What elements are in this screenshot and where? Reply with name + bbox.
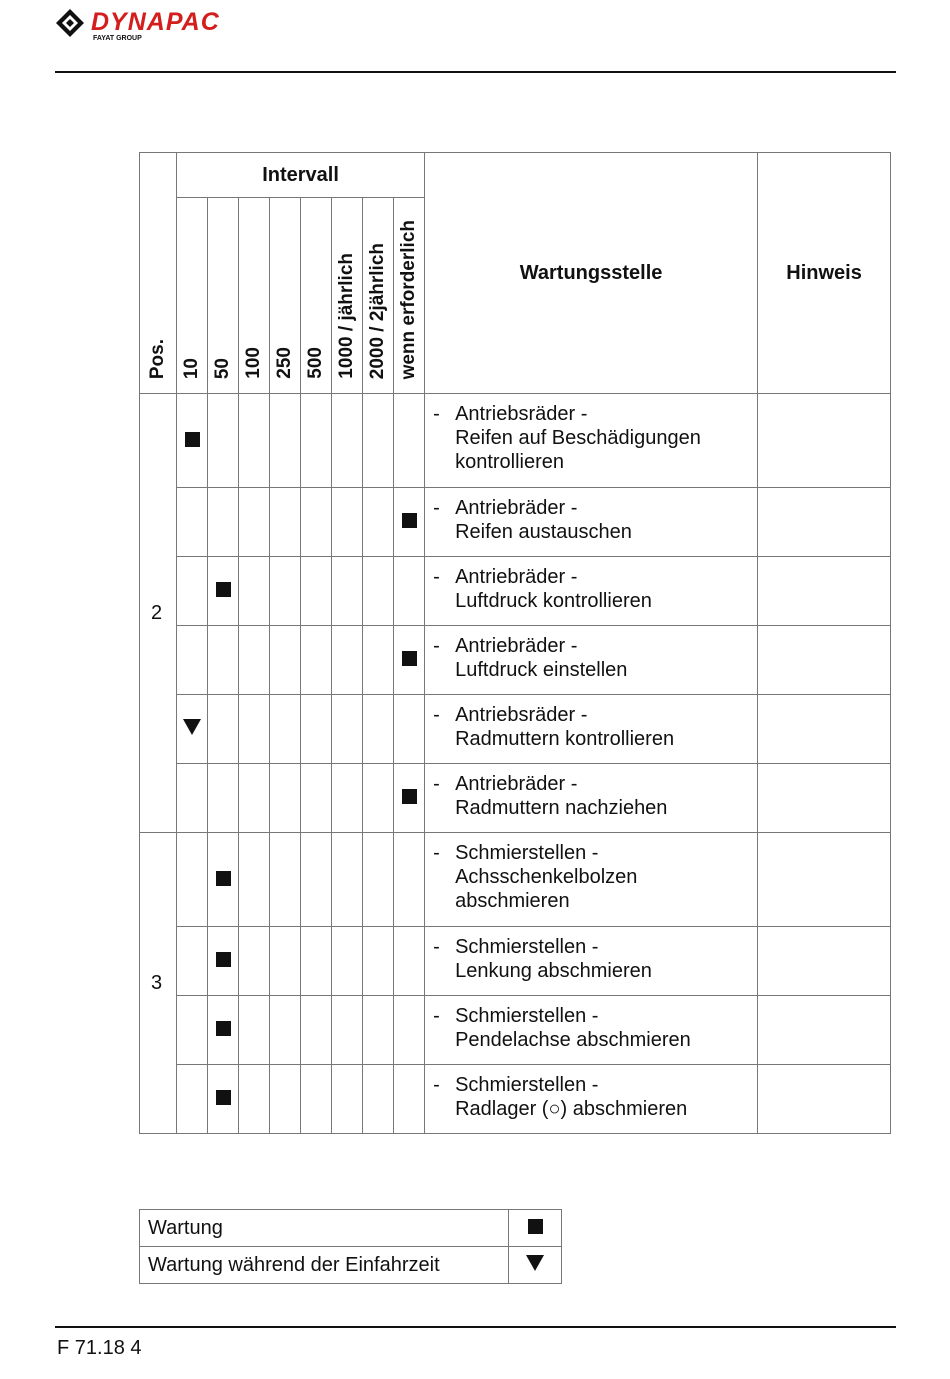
brand-name: DYNAPAC <box>91 8 220 36</box>
task-line <box>433 520 749 544</box>
task-dash: - <box>433 936 440 958</box>
task-dash: - <box>433 566 440 588</box>
legend-label: Wartung während der Einfahrzeit <box>140 1247 509 1284</box>
interval-cell <box>208 1065 239 1134</box>
task-line <box>433 589 749 613</box>
interval-cell <box>363 1065 394 1134</box>
interval-cell <box>394 394 425 488</box>
interval-label: 1000 / jährlich <box>336 253 357 379</box>
square-icon <box>216 1090 231 1105</box>
task-line <box>433 1004 749 1028</box>
interval-cell <box>332 833 363 927</box>
task-text: Schmierstellen - <box>455 936 599 958</box>
interval-label: 250 <box>274 347 295 379</box>
pos-cell: 2 <box>140 394 177 833</box>
interval-cell <box>332 488 363 557</box>
interval-cell <box>177 394 208 488</box>
task-cell <box>425 557 758 626</box>
interval-header-cell <box>301 198 332 394</box>
interval-cell <box>301 488 332 557</box>
interval-cell <box>177 488 208 557</box>
interval-label: 10 <box>181 357 202 379</box>
square-icon <box>402 513 417 528</box>
interval-cell <box>394 1065 425 1134</box>
task-cell <box>425 1065 758 1134</box>
interval-group-header: Intervall <box>177 153 425 198</box>
square-icon <box>402 651 417 666</box>
interval-cell <box>301 626 332 695</box>
note-cell <box>758 764 891 833</box>
interval-cell <box>394 695 425 764</box>
interval-cell <box>301 1065 332 1134</box>
note-cell <box>758 557 891 626</box>
table-row <box>140 626 891 695</box>
interval-cell <box>239 488 270 557</box>
interval-cell <box>239 833 270 927</box>
square-icon <box>528 1219 543 1234</box>
task-text: Luftdruck einstellen <box>455 659 628 681</box>
interval-cell <box>301 833 332 927</box>
interval-cell <box>363 695 394 764</box>
note-cell <box>758 927 891 996</box>
header-rule <box>55 71 896 73</box>
task-line <box>433 402 749 426</box>
table-row <box>140 764 891 833</box>
task-line <box>433 889 749 913</box>
interval-cell <box>208 927 239 996</box>
task-line <box>433 865 749 889</box>
task-line <box>433 1097 749 1121</box>
interval-cell <box>239 557 270 626</box>
task-text: Antriebsräder - <box>455 704 588 726</box>
interval-cell <box>177 557 208 626</box>
task-dash: - <box>433 704 440 726</box>
interval-cell <box>270 488 301 557</box>
interval-cell <box>301 927 332 996</box>
note-cell <box>758 996 891 1065</box>
task-text: Schmierstellen - <box>455 1005 599 1027</box>
task-line <box>433 658 749 682</box>
table-row <box>140 833 891 927</box>
footer-rule <box>55 1326 896 1328</box>
task-text: Reifen auf Beschädigungen <box>455 427 701 449</box>
note-cell <box>758 695 891 764</box>
task-dash: - <box>433 403 440 425</box>
interval-header-cell <box>270 198 301 394</box>
pos-header-cell <box>140 153 177 394</box>
interval-cell <box>363 996 394 1065</box>
interval-cell <box>394 557 425 626</box>
task-cell <box>425 996 758 1065</box>
interval-cell <box>239 996 270 1065</box>
interval-cell <box>363 394 394 488</box>
task-line <box>433 450 749 474</box>
interval-cell <box>332 764 363 833</box>
task-text: Antriebsräder - <box>455 403 588 425</box>
interval-cell <box>208 695 239 764</box>
interval-cell <box>208 764 239 833</box>
interval-cell <box>332 557 363 626</box>
interval-cell <box>363 488 394 557</box>
table-row <box>140 996 891 1065</box>
interval-cell <box>270 996 301 1065</box>
task-text: Radmuttern nachziehen <box>455 797 668 819</box>
interval-cell <box>363 833 394 927</box>
legend-symbol <box>509 1210 562 1247</box>
interval-header-cell <box>177 198 208 394</box>
pos-cell: 3 <box>140 833 177 1134</box>
task-line <box>433 796 749 820</box>
task-text: Lenkung abschmieren <box>455 960 652 982</box>
interval-cell <box>332 626 363 695</box>
note-cell <box>758 488 891 557</box>
interval-cell <box>239 626 270 695</box>
task-cell <box>425 626 758 695</box>
interval-cell <box>270 557 301 626</box>
task-text: Schmierstellen - <box>455 1074 599 1096</box>
legend-label: Wartung <box>140 1210 509 1247</box>
interval-cell <box>177 626 208 695</box>
task-line <box>433 496 749 520</box>
interval-cell <box>208 557 239 626</box>
maintenance-table <box>139 152 891 1134</box>
interval-cell <box>208 394 239 488</box>
interval-cell <box>270 394 301 488</box>
interval-header-cell <box>208 198 239 394</box>
interval-cell <box>177 833 208 927</box>
task-text: abschmieren <box>455 890 570 912</box>
task-line <box>433 935 749 959</box>
task-text: Antriebräder - <box>455 773 578 795</box>
interval-label: 100 <box>243 347 264 379</box>
interval-cell <box>394 764 425 833</box>
interval-cell <box>208 996 239 1065</box>
interval-cell <box>177 1065 208 1134</box>
task-line <box>433 565 749 589</box>
task-dash: - <box>433 842 440 864</box>
square-icon <box>216 871 231 886</box>
interval-cell <box>394 927 425 996</box>
interval-cell <box>239 394 270 488</box>
interval-header-cell <box>332 198 363 394</box>
table-row <box>140 1065 891 1134</box>
interval-label: 50 <box>212 357 233 379</box>
task-dash: - <box>433 1074 440 1096</box>
square-icon <box>216 952 231 967</box>
interval-cell <box>177 764 208 833</box>
task-line <box>433 634 749 658</box>
interval-cell <box>394 833 425 927</box>
square-icon <box>216 1021 231 1036</box>
square-icon <box>402 789 417 804</box>
task-line <box>433 727 749 751</box>
note-cell <box>758 833 891 927</box>
interval-cell <box>301 695 332 764</box>
note-cell <box>758 626 891 695</box>
interval-cell <box>394 626 425 695</box>
task-line <box>433 841 749 865</box>
task-text: kontrollieren <box>455 451 565 473</box>
interval-cell <box>301 996 332 1065</box>
task-text: Antriebräder - <box>455 497 578 519</box>
table-row <box>140 394 891 488</box>
interval-cell <box>301 557 332 626</box>
task-text: Luftdruck kontrollieren <box>455 590 652 612</box>
triangle-icon <box>183 719 201 735</box>
interval-label: 2000 / 2jährlich <box>367 242 388 379</box>
interval-cell <box>363 764 394 833</box>
interval-cell <box>270 764 301 833</box>
interval-cell <box>394 996 425 1065</box>
table-row <box>140 927 891 996</box>
interval-cell <box>239 764 270 833</box>
interval-cell <box>363 927 394 996</box>
legend-row <box>140 1247 562 1284</box>
task-line <box>433 772 749 796</box>
task-line <box>433 703 749 727</box>
task-cell <box>425 927 758 996</box>
doc-code: F 71.18 4 <box>57 1337 142 1359</box>
interval-cell <box>208 488 239 557</box>
interval-cell <box>177 695 208 764</box>
task-header: Wartungsstelle <box>425 153 758 394</box>
pos-header: Pos. <box>147 338 168 379</box>
square-icon <box>185 432 200 447</box>
note-cell <box>758 1065 891 1134</box>
interval-header-cell <box>394 198 425 394</box>
interval-cell <box>208 626 239 695</box>
interval-cell <box>177 927 208 996</box>
task-dash: - <box>433 773 440 795</box>
interval-cell <box>301 394 332 488</box>
legend-row <box>140 1210 562 1247</box>
interval-cell <box>177 996 208 1065</box>
task-text: Achsschenkelbolzen <box>455 866 638 888</box>
task-dash: - <box>433 635 440 657</box>
interval-cell <box>332 927 363 996</box>
interval-cell <box>239 927 270 996</box>
interval-cell <box>239 1065 270 1134</box>
interval-cell <box>363 557 394 626</box>
dynapac-logo <box>55 6 315 46</box>
task-line <box>433 959 749 983</box>
legend-symbol <box>509 1247 562 1284</box>
note-header: Hinweis <box>758 153 891 394</box>
table-row <box>140 695 891 764</box>
task-cell <box>425 394 758 488</box>
interval-cell <box>270 695 301 764</box>
task-text: Radlager (○) abschmieren <box>455 1098 688 1120</box>
table-row <box>140 557 891 626</box>
task-line <box>433 1028 749 1052</box>
interval-cell <box>270 927 301 996</box>
interval-header-cell <box>239 198 270 394</box>
task-text: Antriebräder - <box>455 566 578 588</box>
legend-table <box>139 1209 562 1284</box>
interval-cell <box>270 1065 301 1134</box>
interval-cell <box>208 833 239 927</box>
task-line <box>433 1073 749 1097</box>
task-dash: - <box>433 1005 440 1027</box>
interval-cell <box>394 488 425 557</box>
task-line <box>433 426 749 450</box>
interval-cell <box>332 996 363 1065</box>
interval-cell <box>332 695 363 764</box>
task-text: Pendelachse abschmieren <box>455 1029 691 1051</box>
task-cell <box>425 833 758 927</box>
interval-cell <box>332 1065 363 1134</box>
interval-cell <box>270 833 301 927</box>
interval-header-cell <box>363 198 394 394</box>
interval-cell <box>239 695 270 764</box>
interval-cell <box>363 626 394 695</box>
dynapac-diamond-icon <box>55 8 85 38</box>
square-icon <box>216 582 231 597</box>
task-text: Antriebräder - <box>455 635 578 657</box>
triangle-icon <box>526 1255 544 1271</box>
interval-label: wenn erforderlich <box>398 219 420 379</box>
task-cell <box>425 764 758 833</box>
task-cell <box>425 695 758 764</box>
note-cell <box>758 394 891 488</box>
brand-subtitle: FAYAT GROUP <box>93 35 142 42</box>
task-text: Radmuttern kontrollieren <box>455 728 675 750</box>
task-cell <box>425 488 758 557</box>
task-dash: - <box>433 497 440 519</box>
table-row <box>140 488 891 557</box>
task-text: Reifen austauschen <box>455 521 632 543</box>
interval-label: 500 <box>305 347 326 379</box>
interval-cell <box>301 764 332 833</box>
interval-cell <box>270 626 301 695</box>
interval-cell <box>332 394 363 488</box>
task-text: Schmierstellen - <box>455 842 599 864</box>
